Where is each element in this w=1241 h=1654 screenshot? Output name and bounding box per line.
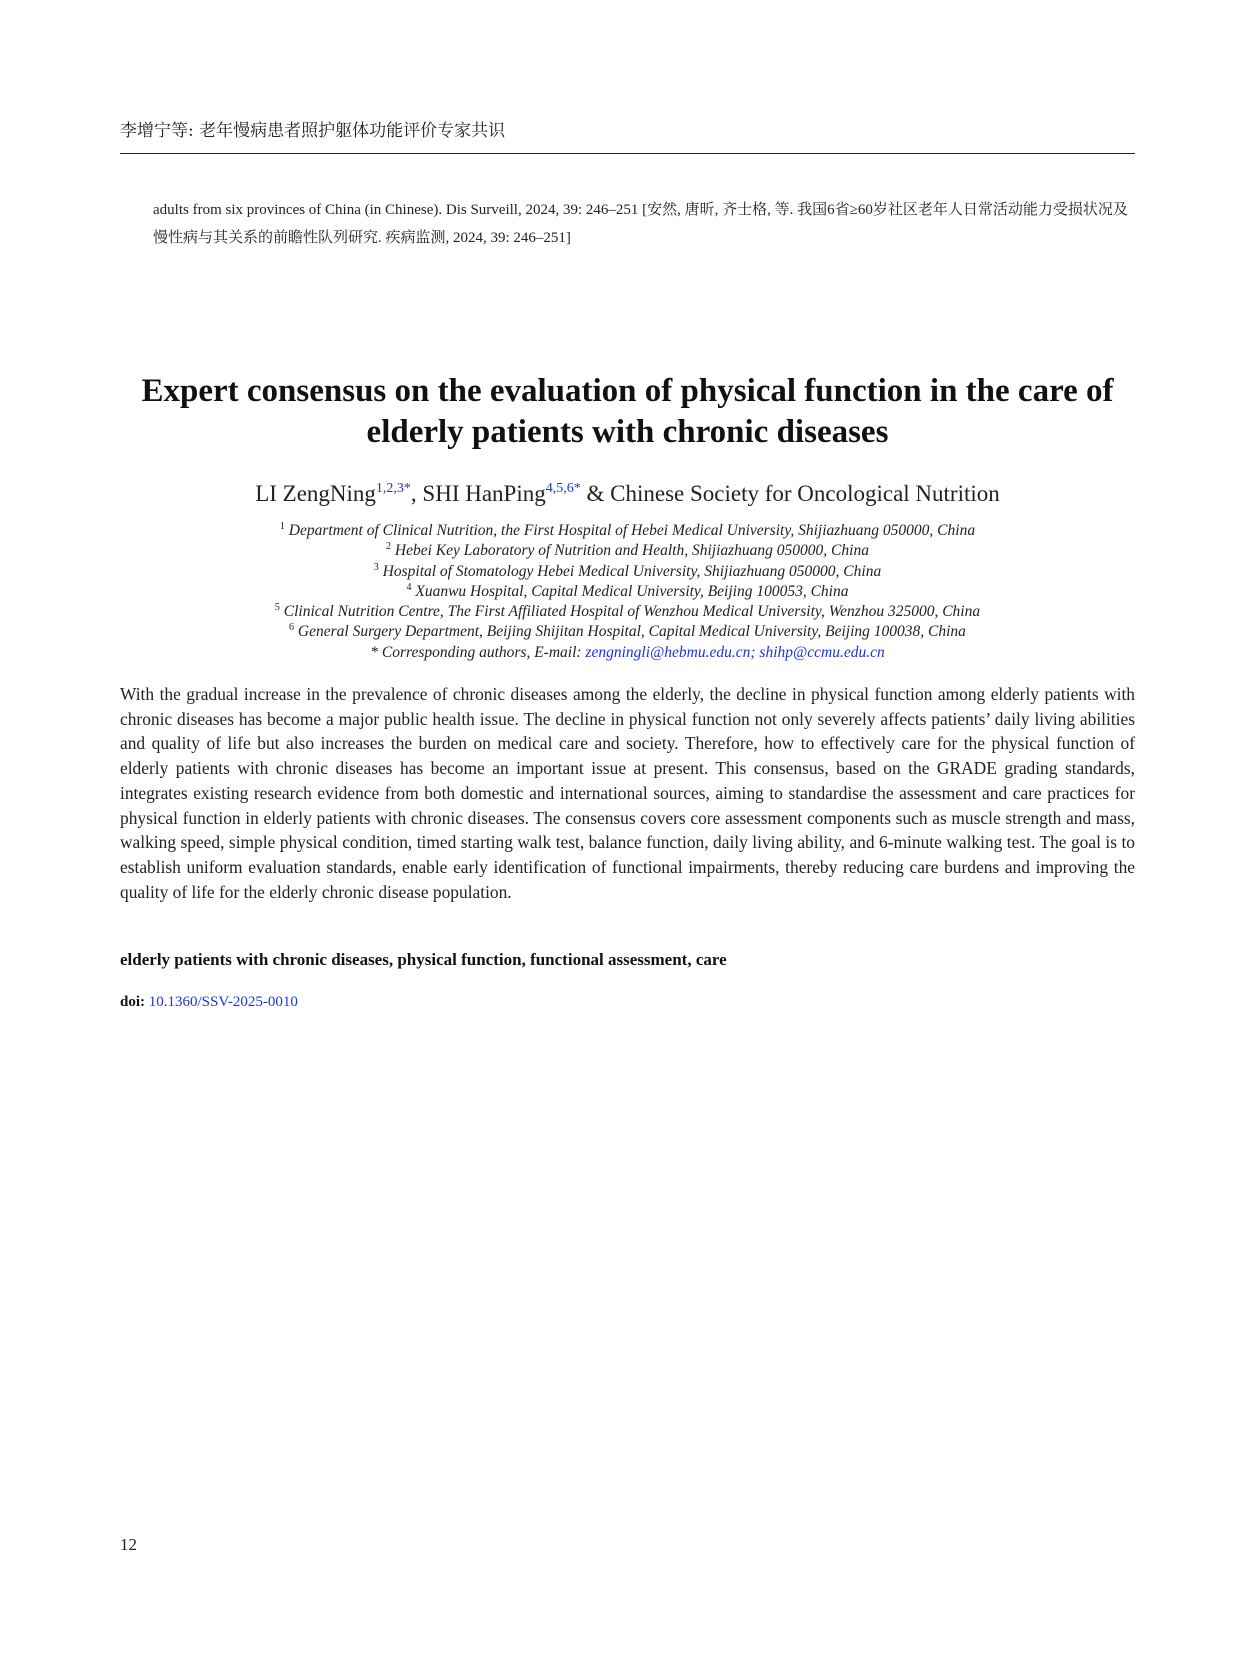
affiliation-item [110, 541, 1145, 561]
affiliation-text: Hospital of Stomatology Hebei Medical University, Shijiazhuang 050000, China [382, 562, 882, 580]
author-name: SHI HanPing [422, 481, 546, 506]
affiliation-number: 1 [279, 521, 285, 532]
affiliation-number: 3 [373, 561, 379, 573]
doi-label: doi: [120, 994, 146, 1010]
affiliation-item [110, 602, 1145, 622]
running-header: 李增宁等: 老年慢病患者照护躯体功能评价专家共识 [120, 121, 506, 141]
affiliation-number: 4 [406, 581, 412, 593]
affiliation-text: Department of Clinical Nutrition, the First Hospital of Hebei Medical University, Shijiazhuang 050000, China [288, 522, 976, 539]
author-separator: , [410, 481, 423, 506]
affiliation-item [110, 622, 1145, 642]
page-number: 12 [120, 1535, 137, 1554]
paper-title: Expert consensus on the evaluation of physical function in the care of elderly patients with chronic diseases [141, 373, 1114, 450]
affiliation-number: 2 [386, 541, 392, 553]
affiliation-text: General Surgery Department, Beijing Shijitan Hospital, Capital Medical University, Beijing 100038, China [297, 623, 966, 641]
affiliation-number: 5 [274, 602, 280, 614]
email-link[interactable]: shihp@ccmu.edu.cn [759, 643, 885, 661]
abstract: With the gradual increase in the prevalence of chronic diseases among the elderly, the decline in physical function among elderly patients with chronic diseases has become a major public health issue. The decline in physical function not only severely affects patients’ daily living abilities and quality of life but also increases the burden on medical care and society. Therefore, how to effectively care for the physical function of elderly patients with chronic diseases has become an important issue at present. This consensus, based on the GRADE grading standards, integrates existing research evidence from both domestic and international sources, aiming to standardise the assessment and care practices for physical function in elderly patients with chronic diseases. The consensus covers core assessment components such as muscle strength and mass, walking speed, simple physical condition, timed starting walk test, balance function, daily living ability, and 6-minute walking test. The goal is to establish uniform evaluation standards, enable early identification of functional impairments, thereby reducing care burdens and improving the quality of life for the elderly chronic disease population. [120, 684, 1135, 902]
affiliation-text: Xuanwu Hospital, Capital Medical University, Beijing 100053, China [415, 582, 849, 600]
corresponding-author-line [110, 643, 1145, 663]
author-affiliation-marks[interactable]: 1,2,3* [375, 481, 411, 496]
email-link[interactable]: zengningli@hebmu.edu.cn [585, 643, 751, 661]
keywords: elderly patients with chronic diseases, physical function, functional assessment, care [120, 950, 727, 969]
affiliation-item [110, 582, 1145, 602]
doi-line [120, 991, 298, 1013]
header-divider [120, 153, 1135, 154]
author-list [110, 479, 1145, 509]
affiliation-item [110, 562, 1145, 582]
author-affiliation-marks[interactable]: 4,5,6* [545, 481, 581, 496]
corresponding-prefix: * Corresponding authors, E-mail: [370, 643, 586, 661]
author-separator: & [580, 481, 611, 506]
affiliation-text: Hebei Key Laboratory of Nutrition and Health, Shijiazhuang 050000, China [394, 542, 869, 560]
doi-link[interactable]: 10.1360/SSV-2025-0010 [148, 994, 298, 1010]
affiliation-item [110, 521, 1145, 541]
author-name: Chinese Society for Oncological Nutrition [610, 481, 1000, 506]
reference-continuation: adults from six provinces of China (in Chinese). Dis Surveill, 2024, 39: 246–251 [安然, 唐昕, 齐士格, 等. 我国6省≥60岁社区老年人日常活动能力受损状况及慢性病与其关系的前瞻性队列研究. 疾病监测, 2024, 39: 246–251] [153, 202, 1128, 246]
affiliation-list [110, 521, 1145, 663]
affiliation-text: Clinical Nutrition Centre, The First Affiliated Hospital of Wenzhou Medical University, Wenzhou 325000, China [283, 603, 981, 621]
email-separator: ; [750, 643, 760, 661]
affiliation-number: 6 [289, 622, 295, 634]
author-name: LI ZengNing [255, 481, 376, 506]
